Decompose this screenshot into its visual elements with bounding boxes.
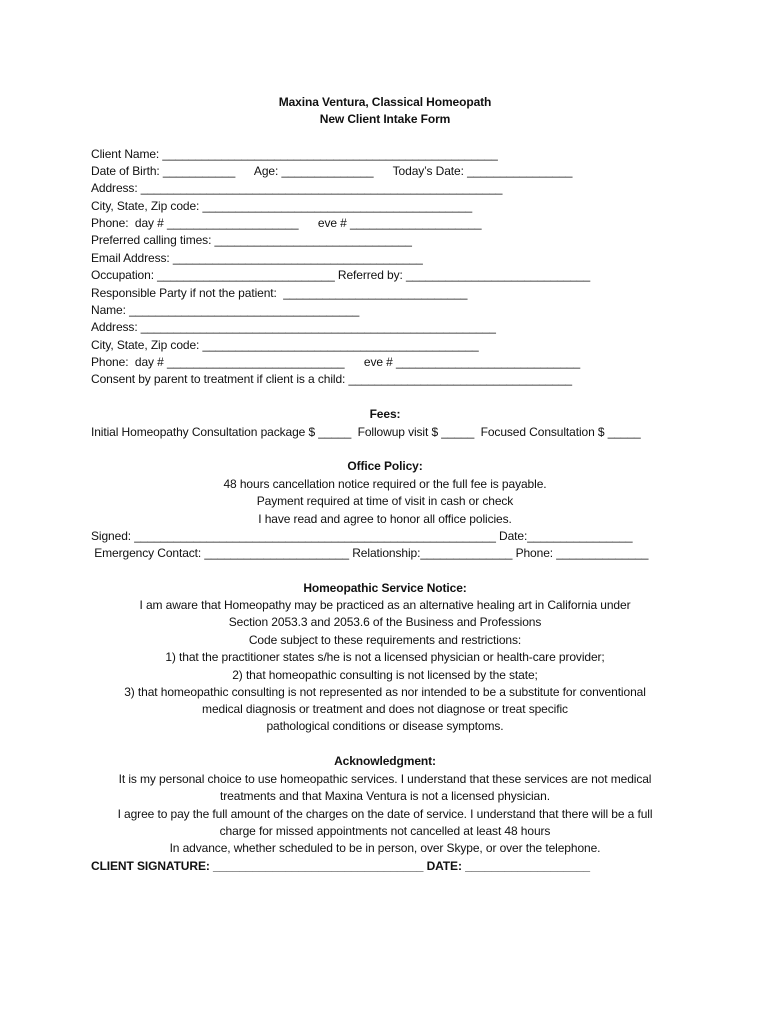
acknowledgment-line: In advance, whether scheduled to be in person, over Skype, or over the telephone.	[169, 841, 601, 855]
acknowledgment-line: It is my personal choice to use homeopathic services. I understand that these services are not medical	[118, 772, 652, 786]
acknowledgment-line: treatments and that Maxina Ventura is not a licensed physician.	[220, 789, 550, 803]
service-notice-line: Section 2053.3 and 2053.6 of the Business and Professions	[228, 615, 542, 629]
client-name-field[interactable]: Client Name: ___________________________________________________	[91, 147, 498, 161]
city-state-zip-field[interactable]: City, State, Zip code: _________________________________________	[91, 199, 473, 213]
service-notice-line: pathological conditions or disease symptoms.	[266, 719, 504, 733]
office-policy-line: Payment required at time of visit in cash or check	[256, 494, 514, 508]
form-title: Maxina Ventura, Classical Homeopath	[278, 95, 492, 109]
responsible-city-state-zip-field[interactable]: City, State, Zip code: __________________________________________	[91, 338, 479, 352]
acknowledgment-heading: Acknowledgment:	[334, 754, 436, 768]
responsible-name-field[interactable]: Name: ___________________________________	[91, 303, 360, 317]
office-policy-line: 48 hours cancellation notice required or the full fee is payable.	[223, 477, 547, 491]
responsible-party-field[interactable]: Responsible Party if not the patient: ____________________________	[91, 286, 468, 300]
phone-field[interactable]: Phone: day # ____________________ eve # ____________________	[91, 216, 482, 230]
signed-date-field[interactable]: Signed: _______________________________________________________ Date:________________	[91, 529, 633, 543]
occupation-referred-field[interactable]: Occupation: ___________________________ Referred by: ____________________________	[91, 268, 591, 282]
service-notice-line: I am aware that Homeopathy may be practiced as an alternative healing art in California under	[139, 598, 631, 612]
service-notice-line: 2) that homeopathic consulting is not licensed by the state;	[232, 668, 538, 682]
service-notice-line: 1) that the practitioner states s/he is not a licensed physician or health-care provider;	[165, 650, 605, 664]
fees-heading: Fees:	[369, 407, 401, 421]
acknowledgment-line: I agree to pay the full amount of the charges on the date of service. I understand that there will be a full	[117, 807, 653, 821]
address-field[interactable]: Address: _______________________________________________________	[91, 181, 503, 195]
preferred-calling-times-field[interactable]: Preferred calling times: ______________________________	[91, 233, 412, 247]
responsible-address-field[interactable]: Address: ______________________________________________________	[91, 320, 496, 334]
dob-age-date-field[interactable]: Date of Birth: ___________ Age: ______________ Today’s Date: ________________	[91, 164, 573, 178]
emergency-contact-field[interactable]: Emergency Contact: ______________________ Relationship:______________ Phone: ______________	[91, 546, 649, 560]
form-subtitle: New Client Intake Form	[319, 112, 451, 126]
parent-consent-field[interactable]: Consent by parent to treatment if client is a child: __________________________________	[91, 372, 573, 386]
service-notice-line: Code subject to these requirements and restrictions:	[248, 633, 522, 647]
email-field[interactable]: Email Address: ______________________________________	[91, 251, 423, 265]
office-policy-line: I have read and agree to honor all office policies.	[258, 512, 512, 526]
service-notice-line: 3) that homeopathic consulting is not represented as nor intended to be a substitute for conventional	[124, 685, 646, 699]
acknowledgment-line: charge for missed appointments not cancelled at least 48 hours	[219, 824, 551, 838]
responsible-phone-field[interactable]: Phone: day # ___________________________ eve # ____________________________	[91, 355, 581, 369]
client-signature-field[interactable]: CLIENT SIGNATURE: ________________________________ DATE: ___________________	[91, 859, 590, 873]
fees-line[interactable]: Initial Homeopathy Consultation package $ _____ Followup visit $ _____ Focused Consultation $ _____	[91, 425, 641, 439]
service-notice-heading: Homeopathic Service Notice:	[303, 581, 467, 595]
office-policy-heading: Office Policy:	[347, 459, 423, 473]
service-notice-line: medical diagnosis or treatment and does not diagnose or treat specific	[202, 702, 568, 716]
